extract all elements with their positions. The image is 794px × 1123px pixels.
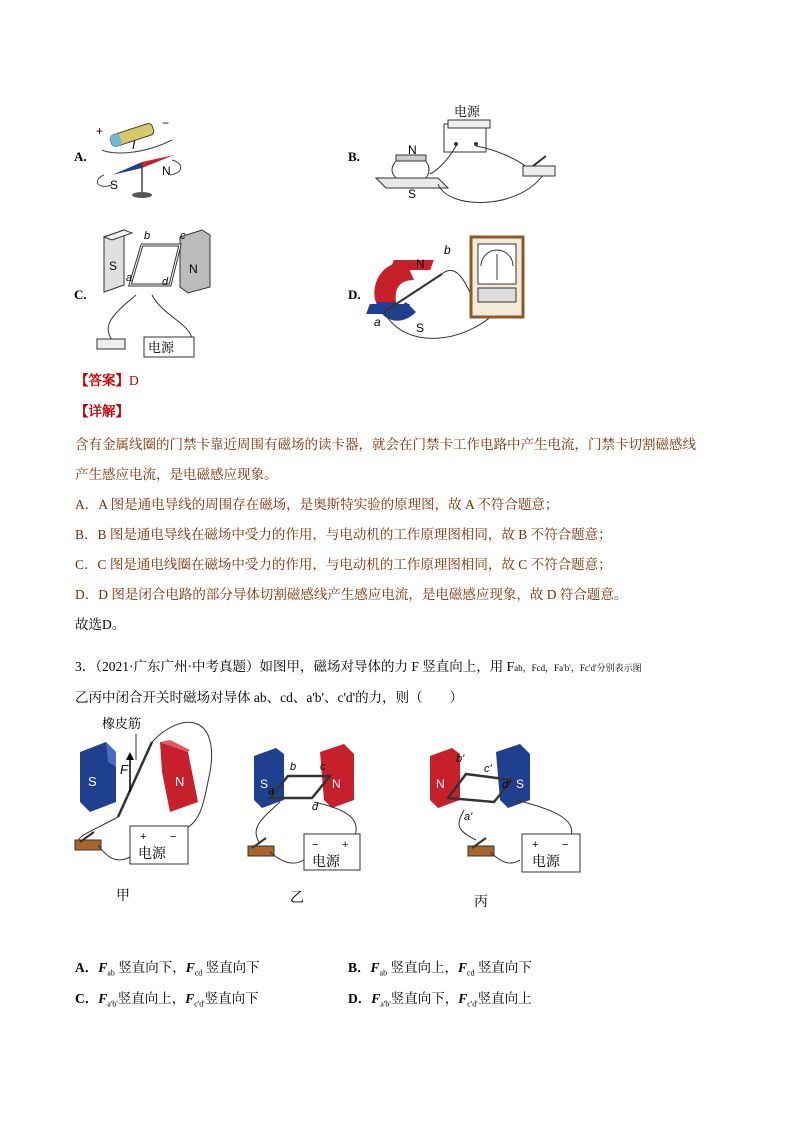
c-s-pole: S bbox=[109, 259, 118, 273]
c-power: 电源 bbox=[148, 340, 175, 355]
option-b-label: B. bbox=[348, 149, 360, 164]
b-s-pole: S bbox=[408, 187, 417, 201]
bing-plus: + bbox=[532, 839, 539, 851]
detail-line: A．A 图是通电导线的周围存在磁场，是奥斯特实验的原理图，故 A 不符合题意； bbox=[75, 497, 559, 512]
jia-power: 电源 bbox=[138, 845, 166, 861]
choice-a[interactable]: A．$F_{ab}$ 竖直向下，$F_{cd}$ 竖直向下 bbox=[75, 960, 260, 978]
detail-line: D．D 图是闭合电路的部分导体切割磁感线产生感应电流，是电磁感应现象，故 D 符合题意。 bbox=[75, 587, 628, 602]
c-n-pole: N bbox=[189, 262, 198, 276]
bing-a: a' bbox=[464, 811, 473, 823]
power-label: 电源 bbox=[454, 104, 481, 119]
option-d-label: D. bbox=[348, 287, 361, 302]
band-label: 橡皮筋 bbox=[102, 716, 142, 731]
d-a: a bbox=[374, 315, 381, 329]
bing-caption: 丙 bbox=[474, 893, 488, 909]
yi-a: a bbox=[268, 785, 275, 797]
d-b: b bbox=[444, 243, 451, 257]
bing-n: N bbox=[436, 777, 445, 791]
b-n-pole: N bbox=[408, 143, 417, 157]
jia-minus: − bbox=[170, 831, 177, 843]
figure-motor-principle bbox=[368, 100, 568, 215]
yi-b: b bbox=[290, 761, 297, 773]
figure-oersted bbox=[92, 115, 192, 205]
plus-sign: + bbox=[96, 124, 104, 138]
s-pole: S bbox=[110, 178, 119, 192]
detail-body bbox=[75, 430, 725, 640]
yi-n: N bbox=[332, 777, 341, 791]
bing-d: d' bbox=[502, 779, 511, 791]
yi-c: c bbox=[320, 761, 326, 773]
answer-tag: 【答案】 bbox=[75, 373, 129, 388]
choice-d[interactable]: D．$F_{a'b'}$竖直向下，$F_{c'd'}$竖直向上 bbox=[348, 991, 532, 1009]
answer-value: D bbox=[129, 373, 139, 388]
detail-line: B．B 图是通电导线在磁场中受力的作用，与电动机的工作原理图相同，故 B 不符合题意； bbox=[75, 527, 612, 542]
d-s-pole: S bbox=[416, 321, 425, 335]
current-label: I bbox=[132, 138, 136, 152]
q3-line1-rest: ab，Fcd，Fa'b'，Fc'd'分别表示图 bbox=[514, 663, 642, 673]
bing-s: S bbox=[516, 777, 525, 791]
yi-d: d bbox=[312, 801, 319, 813]
detail-line: 产生感应电流，是电磁感应现象。 bbox=[75, 467, 278, 482]
yi-s: S bbox=[260, 777, 269, 791]
figure-electromagnetic-induction bbox=[366, 232, 526, 352]
detail-heading bbox=[75, 403, 129, 421]
c-c: c bbox=[180, 230, 186, 242]
figure-jia bbox=[70, 712, 230, 912]
figure-yi bbox=[240, 740, 400, 910]
c-d: d bbox=[162, 276, 169, 288]
yi-plus: + bbox=[342, 839, 349, 851]
option-a-label: A. bbox=[74, 149, 87, 164]
n-pole: N bbox=[162, 164, 171, 178]
yi-caption: 乙 bbox=[290, 889, 304, 905]
jia-f: F bbox=[120, 762, 128, 777]
c-b: b bbox=[144, 230, 151, 242]
bing-b: b' bbox=[456, 753, 465, 765]
jia-n: N bbox=[175, 774, 185, 789]
detail-line: C．C 图是通电线圈在磁场中受力的作用，与电动机的工作原理图相同，故 C 不符合题意； bbox=[75, 557, 612, 572]
option-c-label: C. bbox=[74, 287, 87, 302]
yi-power: 电源 bbox=[312, 853, 340, 869]
jia-plus: + bbox=[140, 831, 147, 843]
figure-bing bbox=[416, 740, 596, 915]
bing-minus: − bbox=[562, 839, 569, 851]
detail-line: 含有金属线圈的门禁卡靠近周围有磁场的读卡器，就会在门禁卡工作电路中产生电流，门禁卡切割磁感线 bbox=[75, 437, 696, 452]
minus-sign: − bbox=[162, 116, 170, 130]
yi-minus: − bbox=[312, 839, 319, 851]
detail-tag: 【详解】 bbox=[75, 404, 129, 419]
d-n-pole: N bbox=[416, 257, 425, 271]
q3-line2: 乙丙中闭合开关时磁场对导体 ab、cd、a'b'、c'd'的力，则（ ） bbox=[75, 690, 464, 705]
bing-power: 电源 bbox=[532, 853, 560, 869]
bing-c: c' bbox=[484, 763, 492, 775]
question-3-stem bbox=[75, 652, 725, 713]
q3-line1: 3．（2021·广东广州·中考真题）如图甲，磁场对导体的力 F 竖直向上，用 F bbox=[75, 659, 515, 674]
figure-coil-in-field bbox=[92, 225, 222, 365]
choice-c[interactable]: C．$F_{a'b'}$竖直向上，$F_{c'd'}$竖直向下 bbox=[75, 991, 259, 1009]
jia-caption: 甲 bbox=[116, 887, 130, 903]
answer-line bbox=[75, 372, 139, 390]
choice-b[interactable]: B．$F_{ab}$ 竖直向上，$F_{cd}$ 竖直向下 bbox=[348, 960, 532, 978]
detail-line: 故选D。 bbox=[75, 617, 126, 632]
c-a: a bbox=[126, 272, 133, 284]
jia-s: S bbox=[88, 774, 97, 789]
